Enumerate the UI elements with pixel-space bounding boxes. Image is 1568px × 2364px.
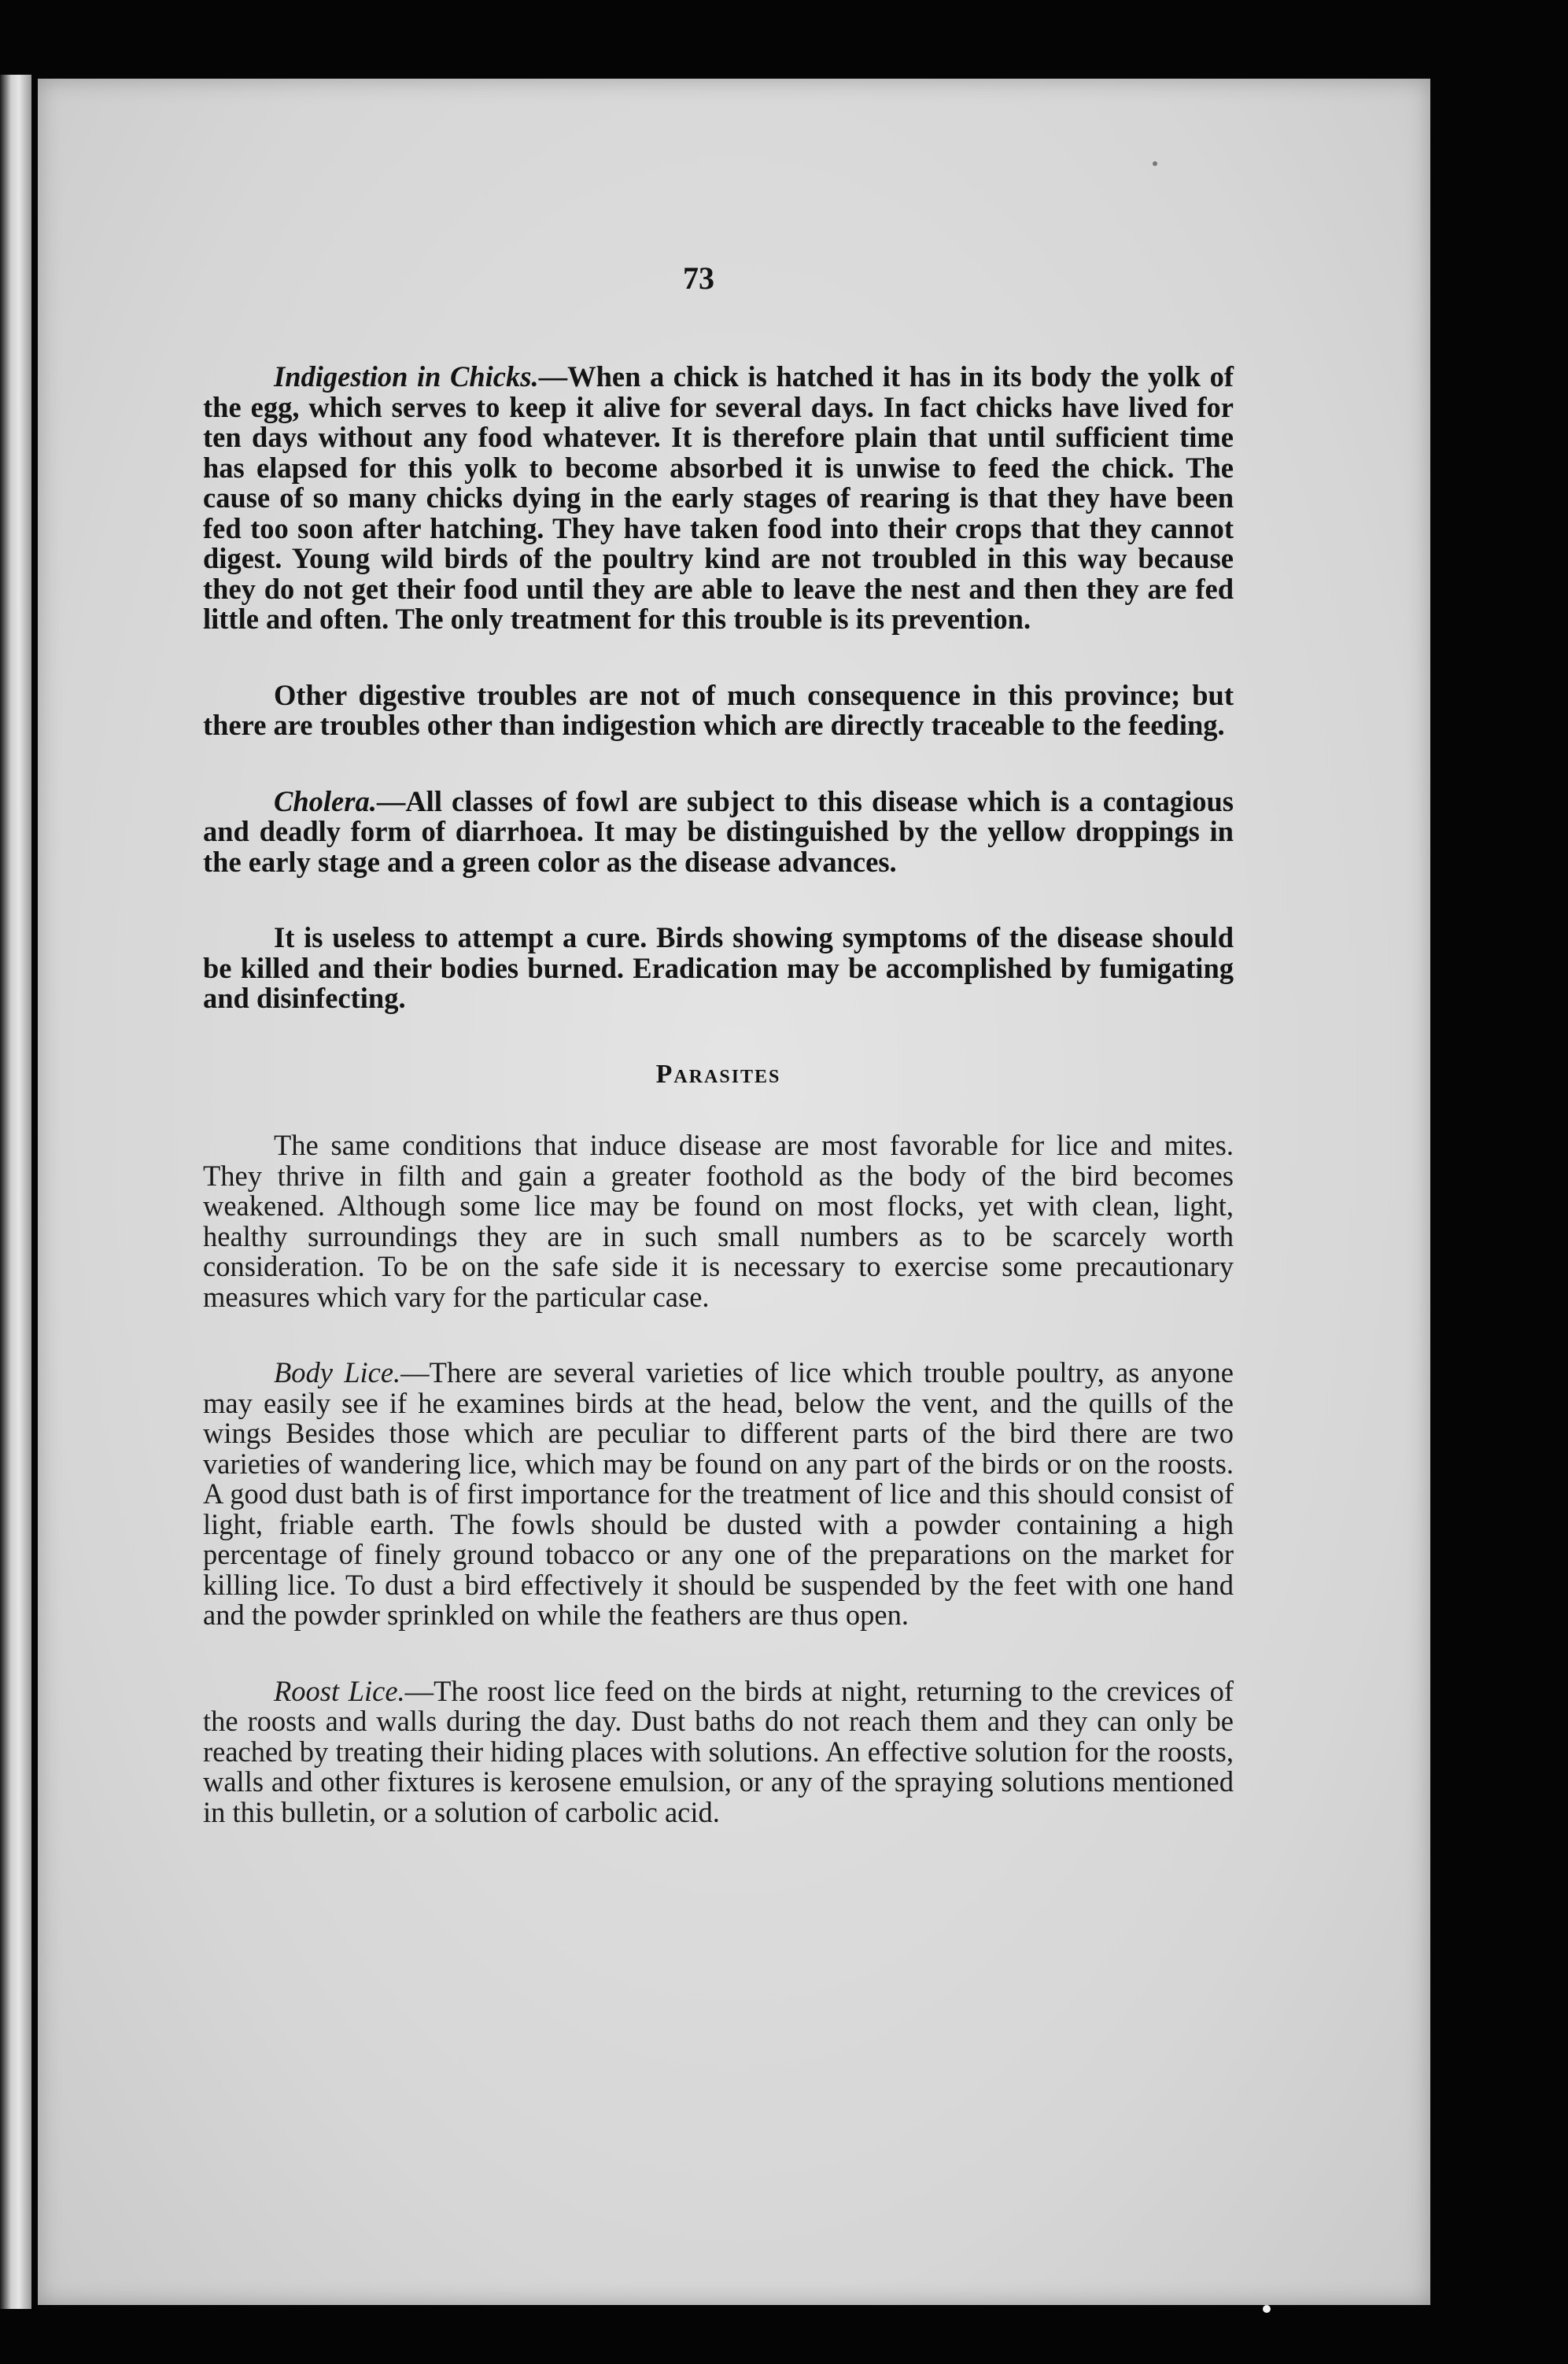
- film-speck: [1263, 2305, 1271, 2313]
- paragraph-text: Other digestive troubles are not of much consequence in this province; but there are troubles other than indigestion which are directly traceable to the feeding.: [203, 678, 1234, 741]
- film-speck: [1153, 161, 1157, 166]
- paragraph-text: The same conditions that induce disease are most favorable for lice and mites. They thrive in filth and gain a greater foothold as the body of the bird becomes weakened. Although some lice may be found on most flocks, yet with clean, light, healthy surroundings they are in such small numbers as to be scarcely worth consideration. To be on the safe side it is necessary to exercise some precautionary measures which vary for the particular case.: [203, 1129, 1234, 1313]
- paragraph-cure: [203, 923, 1234, 1014]
- page-number: 73: [683, 260, 714, 296]
- section-heading-parasites: Parasites: [655, 1059, 781, 1089]
- paragraph-conditions: [203, 1130, 1234, 1312]
- paragraph-text: —All classes of fowl are subject to this disease which is a contagious and deadly form of diarrhoea. It may be distinguished by the yellow droppings in the early stage and a green color as the disease advances.: [203, 784, 1234, 878]
- book-page: [38, 79, 1430, 2305]
- paragraph-indigestion: [203, 362, 1234, 635]
- paragraph-body-lice: [203, 1358, 1234, 1631]
- run-head-roost-lice: Roost Lice.: [274, 1674, 405, 1707]
- paragraph-roost-lice: [203, 1676, 1234, 1828]
- run-head-indigestion: Indigestion in Chicks.: [274, 360, 539, 393]
- paragraph-digestive-troubles: [203, 680, 1234, 741]
- paragraph-text: —When a chick is hatched it has in its body the yolk of the egg, which serves to keep it alive for several days. In fact chicks have lived for ten days without any food whatever. It is therefore plain that until sufficient time has elapsed for this yolk to become absorbed it is unwise to feed the chick. The cause of so many chicks dying in the early stages of rearing is that they have been fed too soon after hatching. They have taken food into their crops that they cannot digest. Young wild birds of the poultry kind are not troubled in this way because they do not get their food until they are able to leave the nest and then they are fed little and often. The only treatment for this trouble is its prevention.: [203, 360, 1234, 635]
- run-head-cholera: Cholera.: [274, 784, 377, 817]
- run-head-body-lice: Body Lice.: [274, 1356, 401, 1389]
- adjacent-page-edge: [0, 75, 31, 2309]
- paragraph-cholera: [203, 784, 1234, 878]
- page-body: [203, 362, 1234, 1873]
- paragraph-text: —The roost lice feed on the birds at night, returning to the crevices of the roosts and walls during the day. Dust baths do not reach them and they can only be reached by treating their hiding places with solutions. An effective solution for the roosts, walls and other fixtures is kerosene emulsion, or any of the spraying solutions mentioned in this bulletin, or a solution of carbolic acid.: [203, 1674, 1234, 1828]
- paragraph-text: —There are several varieties of lice which trouble poultry, as anyone may easily see if he examines birds at the head, below the vent, and the quills of the wings Besides those which are peculiar to different parts of the bird there are two varieties of wandering lice, which may be found on any part of the birds or on the roosts. A good dust bath is of first importance for the treatment of lice and this should consist of light, friable earth. The fowls should be dusted with a powder containing a high percentage of finely ground tobacco or any one of the preparations on the market for killing lice. To dust a bird effectively it should be suspended by the feet with one hand and the powder sprinkled on while the feathers are thus open.: [203, 1356, 1234, 1631]
- paragraph-text: It is useless to attempt a cure. Birds showing symptoms of the disease should be killed and their bodies burned. Eradication may be accomplished by fumigating and disinfecting.: [203, 921, 1234, 1014]
